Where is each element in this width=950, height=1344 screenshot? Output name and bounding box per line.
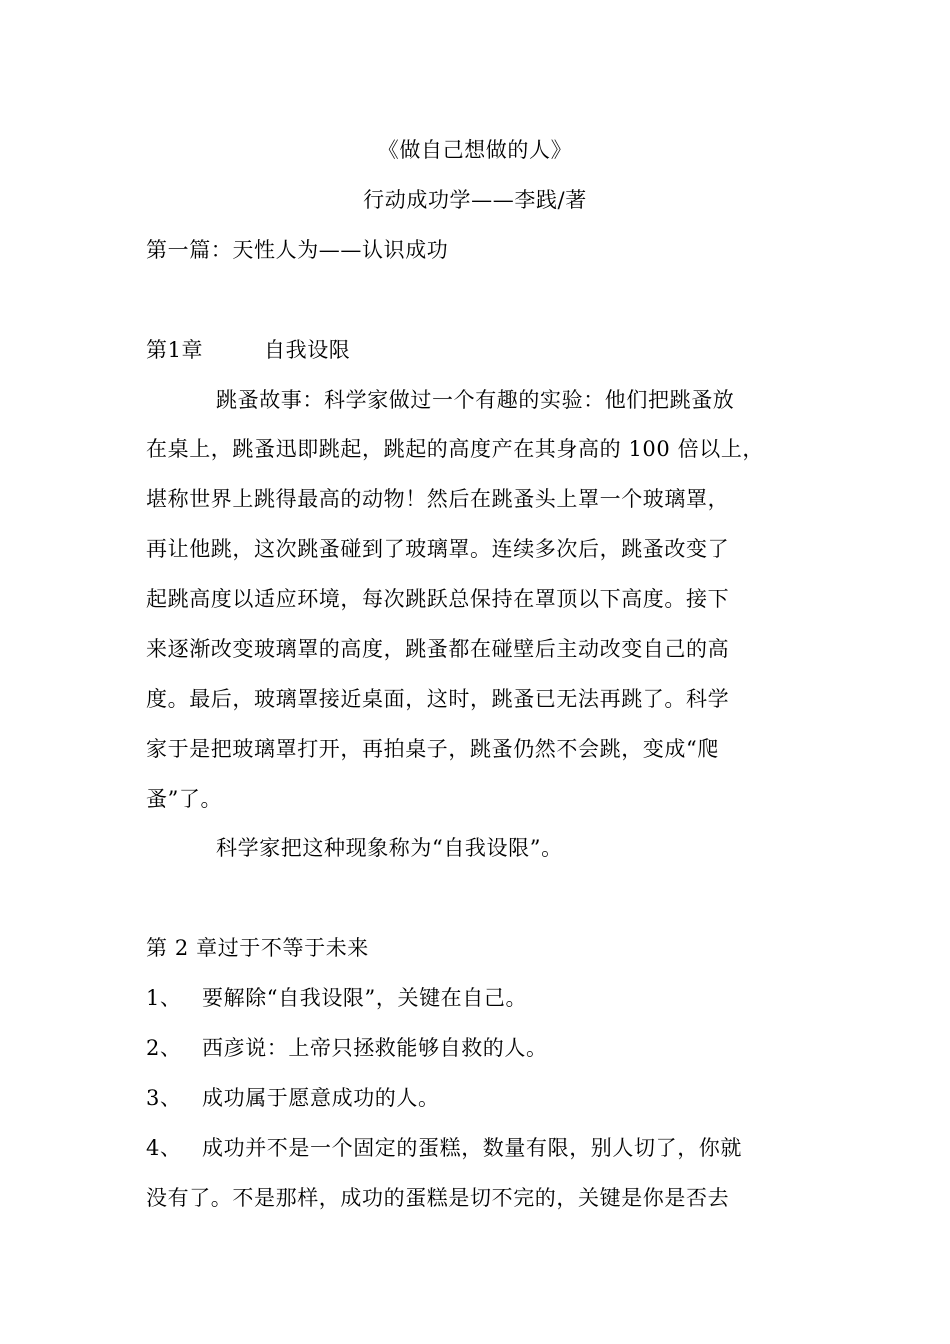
list-item-text: 西彦说：上帝只拯救能够自救的人。 [202, 1036, 548, 1060]
list-item-text: 要解除“自我设限”，关键在自己。 [202, 986, 528, 1010]
paragraph-line: 起跳高度以适应环境，每次跳跃总保持在罩顶以下高度。接下 [146, 587, 730, 611]
chapter-2-heading: 第 2 章过于不等于未来 [146, 936, 369, 960]
list-item [146, 1134, 742, 1162]
paragraph-line: 堪称世界上跳得最高的动物！然后在跳蚤头上罩一个玻璃罩， [146, 487, 730, 511]
list-item [146, 984, 527, 1012]
part-heading: 第一篇：天性人为——认识成功 [146, 238, 449, 262]
chapter-1-conclusion: 科学家把这种现象称为“自我设限”。 [216, 836, 563, 860]
list-item-number: 2、 [146, 1036, 182, 1060]
list-item [146, 1084, 440, 1112]
list-item-text: 成功并不是一个固定的蛋糕，数量有限，别人切了，你就 [202, 1136, 742, 1160]
book-title: 《做自己想做的人》 [377, 138, 573, 162]
paragraph-line: 在桌上，跳蚤迅即跳起，跳起的高度产在其身高的 100 倍以上， [146, 437, 765, 461]
list-item-continuation: 没有了。不是那样，成功的蛋糕是切不完的，关键是你是否去 [146, 1186, 730, 1210]
paragraph-line: 家于是把玻璃罩打开，再拍桌子，跳蚤仍然不会跳，变成“爬 [146, 737, 719, 761]
chapter-1-title: 自我设限 [264, 338, 351, 362]
list-item-number: 1、 [146, 986, 182, 1010]
paragraph-line: 再让他跳，这次跳蚤碰到了玻璃罩。连续多次后，跳蚤改变了 [146, 537, 730, 561]
list-item-text: 成功属于愿意成功的人。 [202, 1086, 440, 1110]
list-item [146, 1034, 548, 1062]
paragraph-line: 来逐渐改变玻璃罩的高度，跳蚤都在碰壁后主动改变自己的高 [146, 637, 730, 661]
chapter-1-number: 第1章 [146, 338, 204, 362]
paragraph-line: 蚤”了。 [146, 787, 223, 811]
list-item-number: 4、 [146, 1136, 182, 1160]
chapter-1-heading [146, 336, 350, 364]
book-subtitle: 行动成功学——李践/著 [363, 188, 587, 212]
paragraph-line: 度。最后，玻璃罩接近桌面，这时，跳蚤已无法再跳了。科学 [146, 687, 730, 711]
list-item-number: 3、 [146, 1086, 182, 1110]
paragraph-line: 跳蚤故事：科学家做过一个有趣的实验：他们把跳蚤放 [216, 388, 735, 412]
